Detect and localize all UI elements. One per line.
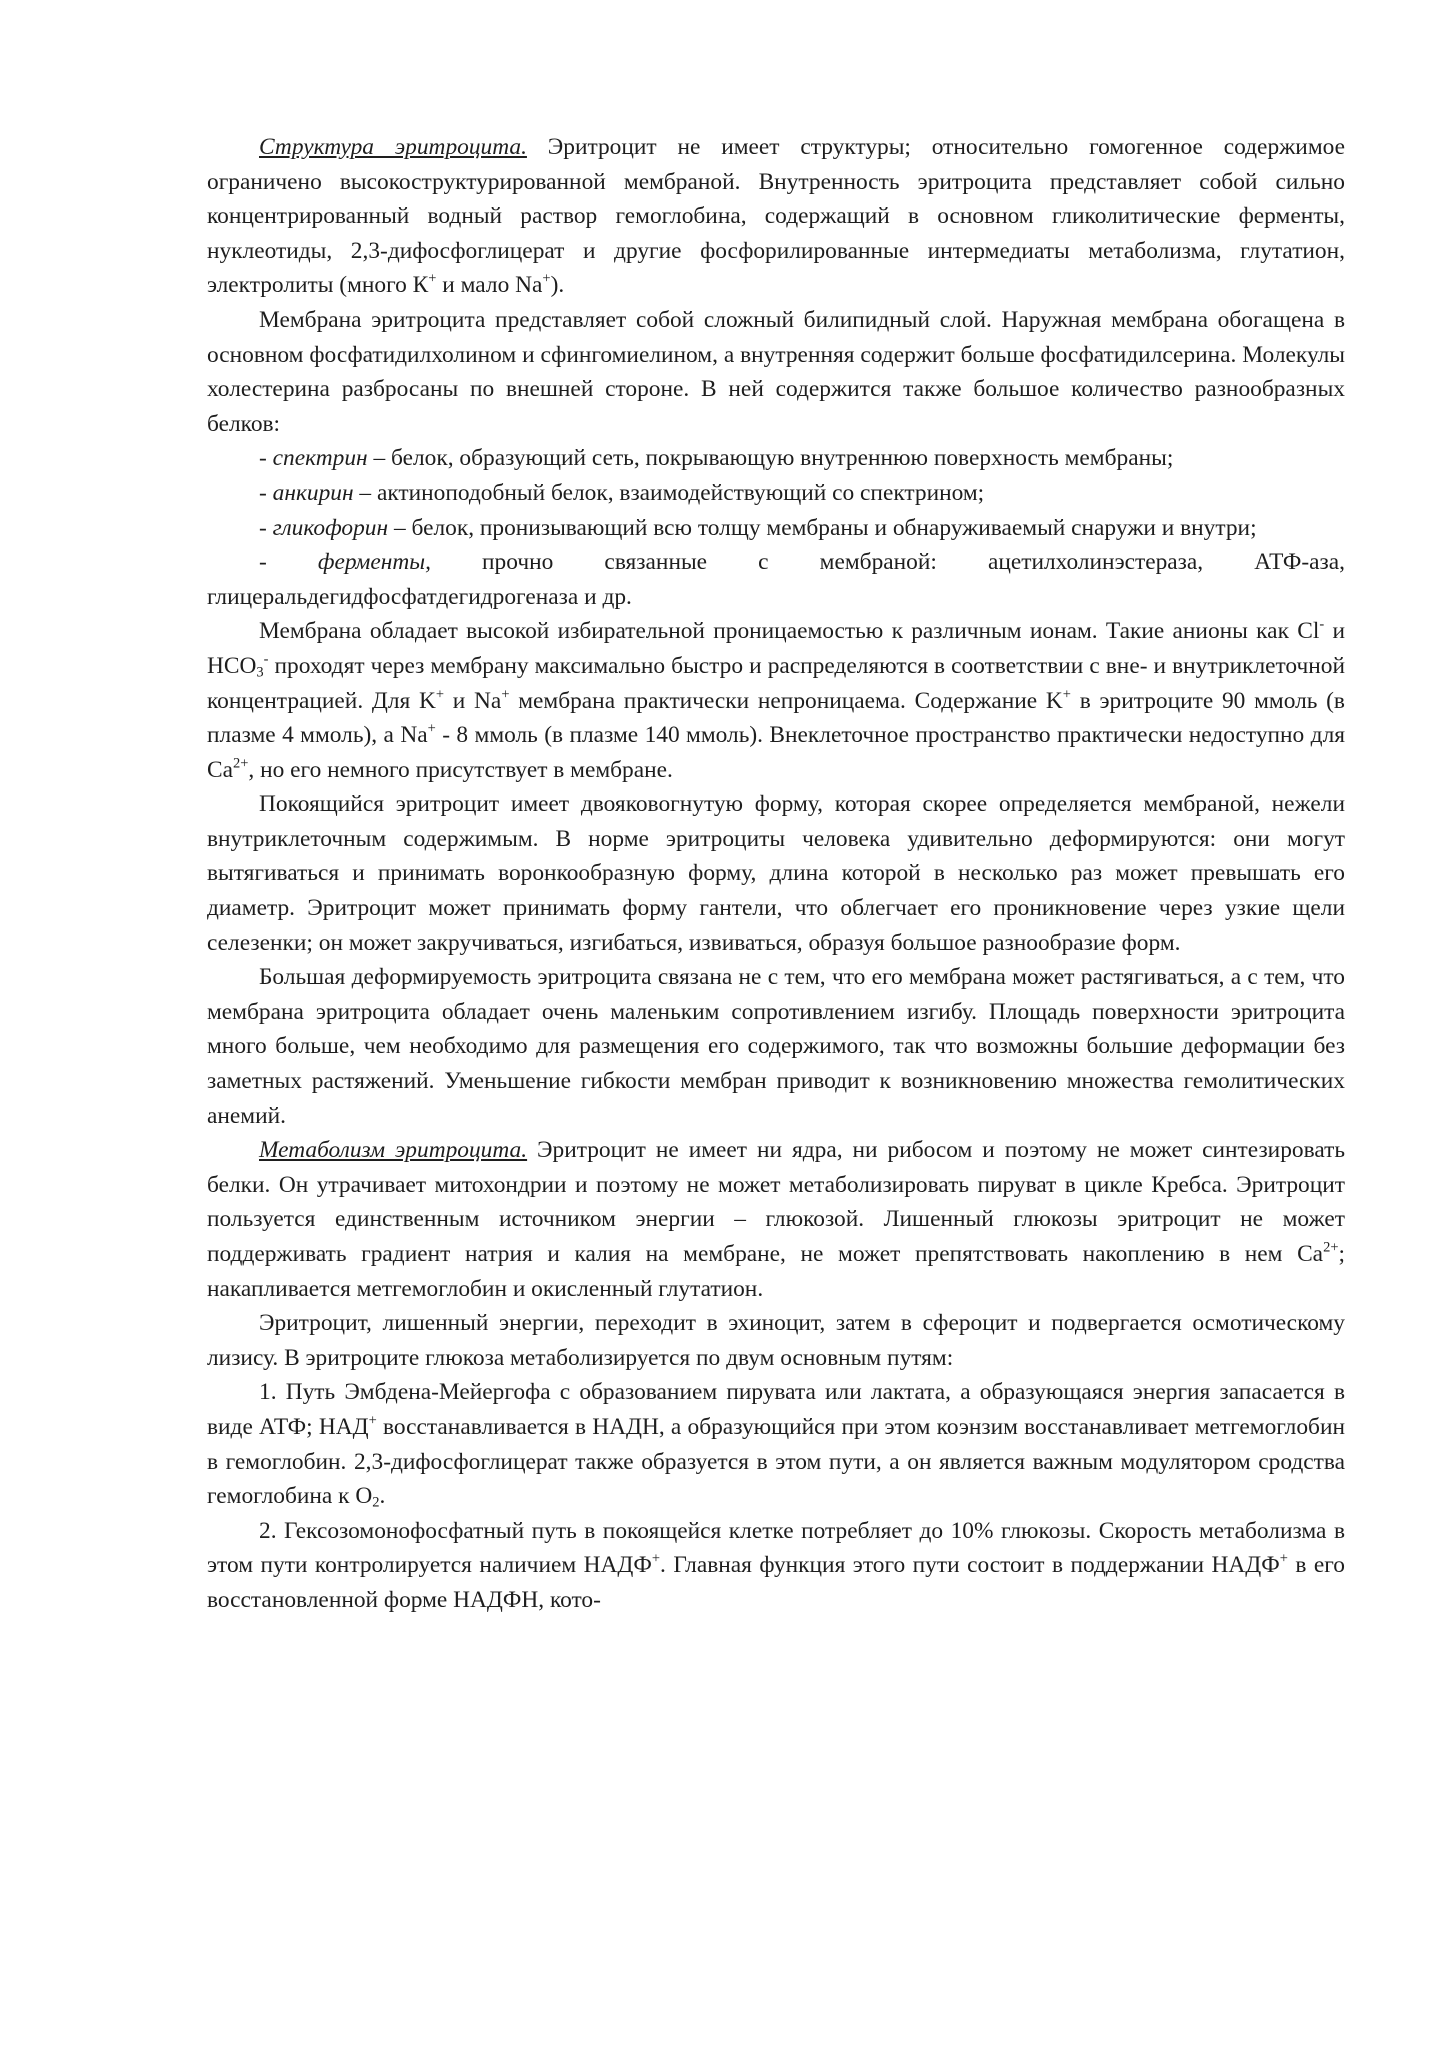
document-page — [207, 130, 1345, 1618]
paragraph-erythrocyte-structure — [207, 130, 1345, 303]
superscript: 2+ — [232, 755, 249, 772]
paragraph-deformability: Большая деформируемость эритроцита связана не с тем, что его мембрана может растягиваться, а с тем, что мембрана эритроцита обладает очень маленьким сопротивлением изгибу. Площадь поверхности эритроцита много больше, чем необходимо для размещения его содержимого, так что возможны большие деформации без заметных растяжений. Уменьшение гибкости мембран приводит к возникновению множества гемолитических анемий. — [207, 964, 1345, 1129]
paragraph-permeability — [207, 614, 1345, 787]
text-run: ; накапливается метгемоглобин и окисленный глутатион. — [207, 1241, 1345, 1302]
text-run: и Na — [444, 687, 502, 714]
list-dash: - — [259, 549, 318, 576]
superscript: + — [1279, 1550, 1288, 1567]
paragraph-energy-loss: Эритроцит, лишенный энергии, переходит в эхиноцит, затем в сфероцит и подвергается осмотическому лизису. В эритроците глюкоза метаболизируется по двум основным путям: — [207, 1310, 1345, 1371]
text-run: в его восстановленной форме НАДФН, кото- — [207, 1552, 1346, 1613]
superscript: + — [428, 270, 437, 287]
superscript: 2+ — [1323, 1239, 1339, 1256]
text-run: и HCO — [207, 618, 1345, 679]
list-item-glycophorin — [207, 511, 1345, 546]
paragraph-embden-meyerhof — [207, 1375, 1345, 1513]
list-item-enzymes — [207, 545, 1345, 614]
text-run: 2. Гексозомонофосфатный путь в покоящейся клетке потребляет до 10% глюкозы. Скорость метаболизма в этом пути контролируется наличием НАДФ — [207, 1517, 1345, 1579]
superscript: + — [368, 1412, 377, 1429]
list-item-text: прочно связанные с мембраной: ацетилхолинэстераза, АТФ-аза, глицеральдегидфосфатдегидрогеназа и др. — [207, 549, 1345, 610]
list-dash: - — [259, 479, 273, 506]
text-run: . — [379, 1483, 386, 1510]
superscript: + — [542, 270, 551, 287]
list-dash: - — [259, 514, 273, 541]
text-run: Эритроцит не имеет ни ядра, ни рибосом и поэтому не может синтезировать белки. Он утрачивает митохондрии и поэтому не может метаболизировать пируват в цикле Кребса. Эритроцит пользуется единственным источником энергии – глюкозой. Лишенный глюкозы эритроцит не может поддерживать градиент натрия и калия на мембране, не может препятствовать накоплению в нем Ca — [207, 1137, 1345, 1267]
text-run: , но его немного присутствует в мембране. — [248, 756, 673, 783]
paragraph-resting-shape: Покоящийся эритроцит имеет двояковогнутую форму, которая скорее определяется мембраной, нежели внутриклеточным содержимым. В норме эритроциты человека удивительно деформируются: они могут вытягиваться и принимать воронкообразную форму, длина которой в несколько раз может превышать его диаметр. Эритроцит может принимать форму гантели, что облегчает его проникновение через узкие щели селезенки; он может закручиваться, изгибаться, извиваться, образуя большое разнообразие форм. — [207, 791, 1345, 956]
text-run: Мембрана обладает высокой избирательной проницаемостью к различным ионам. Такие анионы как Cl — [259, 618, 1320, 645]
list-item-ankyrin — [207, 476, 1345, 511]
superscript: + — [435, 686, 445, 703]
text-run: . Главная функция этого пути состоит в поддержании НАДФ — [660, 1552, 1280, 1579]
text-run: мембрана практически непроницаема. Содержание K — [509, 687, 1063, 714]
paragraph-membrane: Мембрана эритроцита представляет собой сложный билипидный слой. Наружная мембрана обогащена в основном фосфатидилхолином и сфингомиелином, а внутренняя содержит больше фосфатидилсерина. Молекулы холестерина разбросаны по внешней стороне. В ней содержится также большое количество разнообразных белков: — [207, 306, 1345, 437]
superscript: + — [501, 686, 510, 703]
list-item-text: – белок, пронизывающий всю толщу мембраны и обнаруживаемый снаружи и внутри; — [388, 514, 1257, 541]
list-item-spectrin — [207, 441, 1345, 476]
text-run: ). — [550, 272, 565, 299]
superscript: + — [1062, 686, 1071, 703]
paragraph-erythrocyte-metabolism — [207, 1133, 1345, 1306]
term-spectrin: спектрин — [272, 445, 368, 472]
list-dash: - — [259, 445, 273, 472]
term-ankyrin: анкирин — [272, 479, 354, 506]
text-run: Эритроцит не имеет структуры; относительно гомогенное содержимое ограничено высокоструктурированной мембраной. Внутренность эритроцита представляет собой сильно концентрированный водный раствор гемоглобина, содержащий в основном гликолитические ферменты, нуклеотиды, 2,3-дифосфоглицерат и другие фосфорилированные интермедиаты метаболизма, глутатион, электролиты (много К — [207, 134, 1345, 299]
paragraph-hexose-monophosphate — [207, 1514, 1345, 1618]
text-run: проходят через мембрану максимально быстро и распределяются в соответствии с вне- и внутриклеточной концентрацией. Для K — [207, 652, 1345, 714]
term-glycophorin: гликофорин — [272, 514, 389, 541]
subscript: 3 — [256, 664, 264, 681]
superscript: + — [427, 720, 436, 737]
text-run: 1. Путь Эмбдена-Мейергофа с образованием пирувата или лактата, а образующаяся энергия запасается в виде АТФ; НАД — [207, 1379, 1345, 1440]
superscript: - — [1319, 616, 1325, 633]
term-enzymes: ферменты, — [317, 549, 431, 576]
list-item-text: – актиноподобный белок, взаимодействующий со спектрином; — [353, 479, 985, 506]
subscript: 2 — [372, 1494, 380, 1511]
text-run: - 8 ммоль (в плазме 140 ммоль). Внеклеточное пространство практически недоступно для Ca — [207, 722, 1345, 783]
section-heading-structure: Структура эритроцита. — [259, 134, 527, 160]
text-run: восстанавливается в НАДН, а образующийся при этом коэнзим восстанавливает метгемоглобин в гемоглобин. 2,3-дифосфоглицерат также образуется в этом пути, а он является важным модулятором сродства гемоглобина к O — [207, 1413, 1345, 1510]
superscript: - — [263, 651, 269, 668]
text-run: в эритроците 90 ммоль (в плазме 4 ммоль), а Na — [207, 687, 1345, 749]
section-heading-metabolism: Метаболизм эритроцита. — [259, 1137, 528, 1164]
superscript: + — [651, 1550, 661, 1567]
list-item-text: – белок, образующий сеть, покрывающую внутреннюю поверхность мембраны; — [367, 445, 1174, 472]
text-run: и мало Na — [436, 272, 543, 299]
